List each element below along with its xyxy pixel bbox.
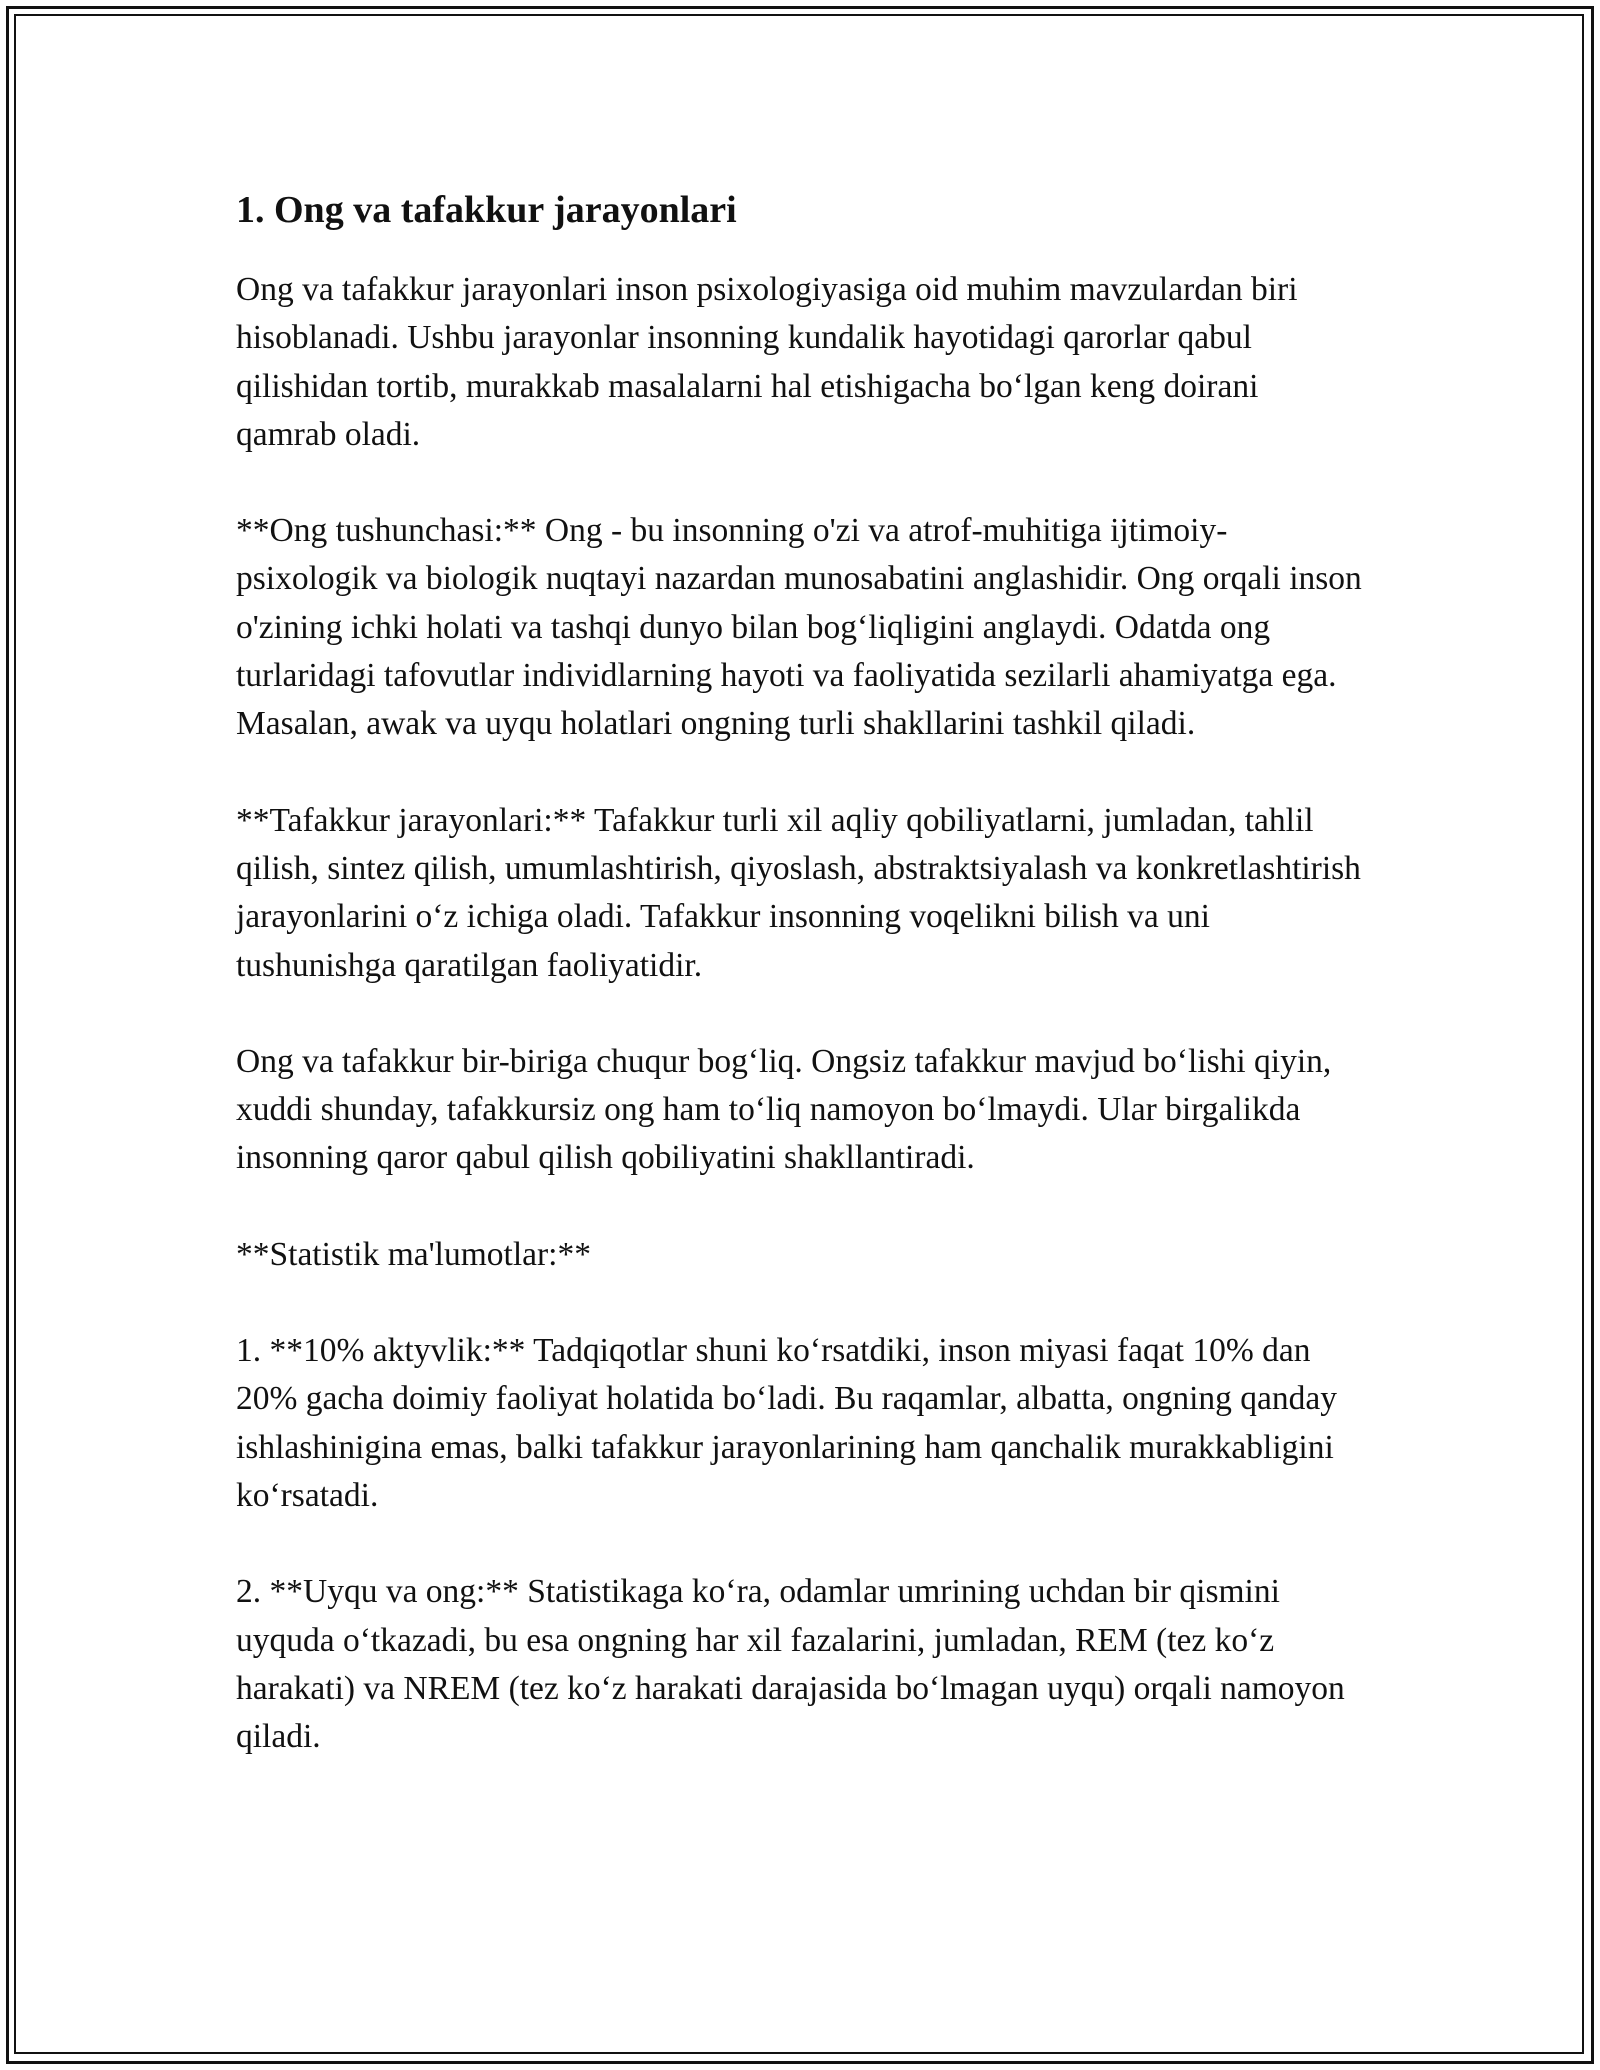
paragraph-ong-tushunchasi: **Ong tushunchasi:** Ong - bu insonning o'zi va atrof-muhitiga ijtimoiy-psixologik va biologik nuqtayi nazardan munosabatini anglashidir. Ong orqali inson o'zining ichki holati va tashqi dunyo bilan bogʻliqligini anglaydi. Odatda ong turlaridagi tafovutlar individlarning hayoti va faoliyatida sezilarli ahamiyatga ega. Masalan, awak va uyqu holatlari ongning turli shakllarini tashkil qiladi. [236,512,1362,743]
paragraph-stat-item-1: 1. **10% aktyvlik:** Tadqiqotlar shuni koʻrsatdiki, inson miyasi faqat 10% dan 20% gacha doimiy faoliyat holatida boʻladi. Bu raqamlar, albatta, ongning qanday ishlashinigina emas, balki tafakkur jarayonlarining ham qanchalik murakkabligini koʻrsatadi. [236,1332,1338,1514]
section-heading: 1. Ong va tafakkur jarayonlari [236,189,737,231]
paragraph-intro: Ong va tafakkur jarayonlari inson psixologiyasiga oid muhim mavzulardan biri hisoblanadi. Ushbu jarayonlar insonning kundalik hayotidagi qarorlar qabul qilishidan tortib, murakkab masalalarni hal etishigacha boʻlgan keng doirani qamrab oladi. [236,271,1298,453]
paragraph-tafakkur-jarayonlari: **Tafakkur jarayonlari:** Tafakkur turli xil aqliy qobiliyatlarni, jumladan, tahlil qilish, sintez qilish, umumlashtirish, qiyoslash, abstraktsiyalash va konkretlashtirish jarayonlarini oʻz ichiga oladi. Tafakkur insonning voqelikni bilish va uni tushunishga qaratilgan faoliyatidir. [236,801,1361,984]
paragraph-stat-item-2: 2. **Uyqu va ong:** Statistikaga koʻra, odamlar umrining uchdan bir qismini uyquda oʻtkazadi, bu esa ongning har xil fazalarini, jumladan, REM (tez koʻz harakati) va NREM (tez koʻz harakati darajasida boʻlmagan uyqu) orqali namoyon qiladi. [236,1573,1345,1756]
paragraph-statistik-heading: **Statistik ma'lumotlar:** [236,1235,591,1273]
paragraph-ong-va-tafakkur: Ong va tafakkur bir-biriga chuqur bogʻliq. Ongsiz tafakkur mavjud boʻlishi qiyin, xuddi shunday, tafakkursiz ong ham toʻliq namoyon boʻlmaydi. Ular birgalikda insonning qaror qabul qilish qobiliyatini shakllantiradi. [236,1042,1332,1177]
document-body [236,186,1366,1809]
